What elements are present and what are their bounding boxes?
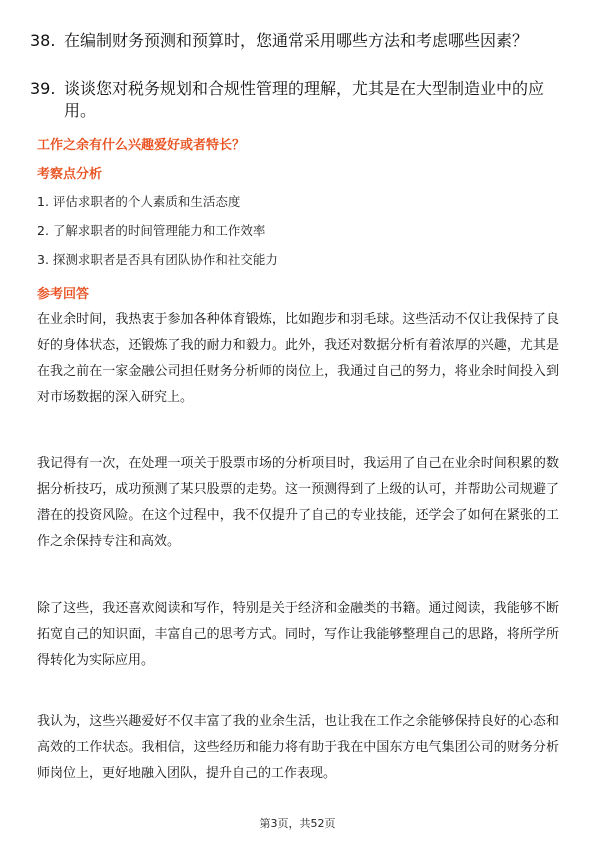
analysis-heading: 考察点分析 [37,167,103,182]
analysis-item-2: 2. 了解求职者的时间管理能力和工作效率 [37,223,266,238]
question-number: 38. [30,31,56,50]
answer-paragraph-3: 除了这些，我还喜欢阅读和写作，特别是关于经济和金融类的书籍。通过阅读，我能够不断拓宽自己的知识面，丰富自己的思考方式。同时，写作让我能够整理自己的思路，将所学所得转化为实际应用。 [37,601,559,668]
question-text: 在编制财务预测和预算时，您通常采用哪些方法和考虑哪些因素？ [64,31,529,50]
question-38 [30,30,570,52]
analysis-item-1: 1. 评估求职者的个人素质和生活态度 [37,194,241,209]
answer-paragraph-4: 我认为，这些兴趣爱好不仅丰富了我的业余生活，也让我在工作之余能够保持良好的心态和高效的工作状态。我相信，这些经历和能力将有助于我在中国东方电气集团公司的财务分析师岗位上，更好地融入团队，提升自己的工作表现。 [37,714,559,781]
question-text: 谈谈您对税务规划和合规性管理的理解，尤其是在大型制造业中的应用。 [64,79,545,120]
question-number: 39. [30,79,56,98]
page-footer: 第3页，共52页 [259,817,336,830]
answer-paragraph-1: 在业余时间，我热衷于参加各种体育锻炼，比如跑步和羽毛球。这些活动不仅让我保持了良好的身体状态，还锻炼了我的耐力和毅力。此外，我还对数据分析有着浓厚的兴趣，尤其是在我之前在一家金融公司担任财务分析师的岗位上，我通过自己的努力，将业余时间投入到对市场数据的深入研究上。 [37,312,559,405]
analysis-item-3: 3. 探测求职者是否具有团队协作和社交能力 [37,252,278,267]
answer-paragraph-2: 我记得有一次，在处理一项关于股票市场的分析项目时，我运用了自己在业余时间积累的数据分析技巧，成功预测了某只股票的走势。这一预测得到了上级的认可，并帮助公司规避了潜在的投资风险。在这个过程中，我不仅提升了自己的专业技能，还学会了如何在紧张的工作之余保持专注和高效。 [37,456,559,549]
question-39 [30,78,570,122]
answer-heading: 参考回答 [37,287,90,302]
topic-question: 工作之余有什么兴趣爱好或者特长？ [37,138,246,153]
